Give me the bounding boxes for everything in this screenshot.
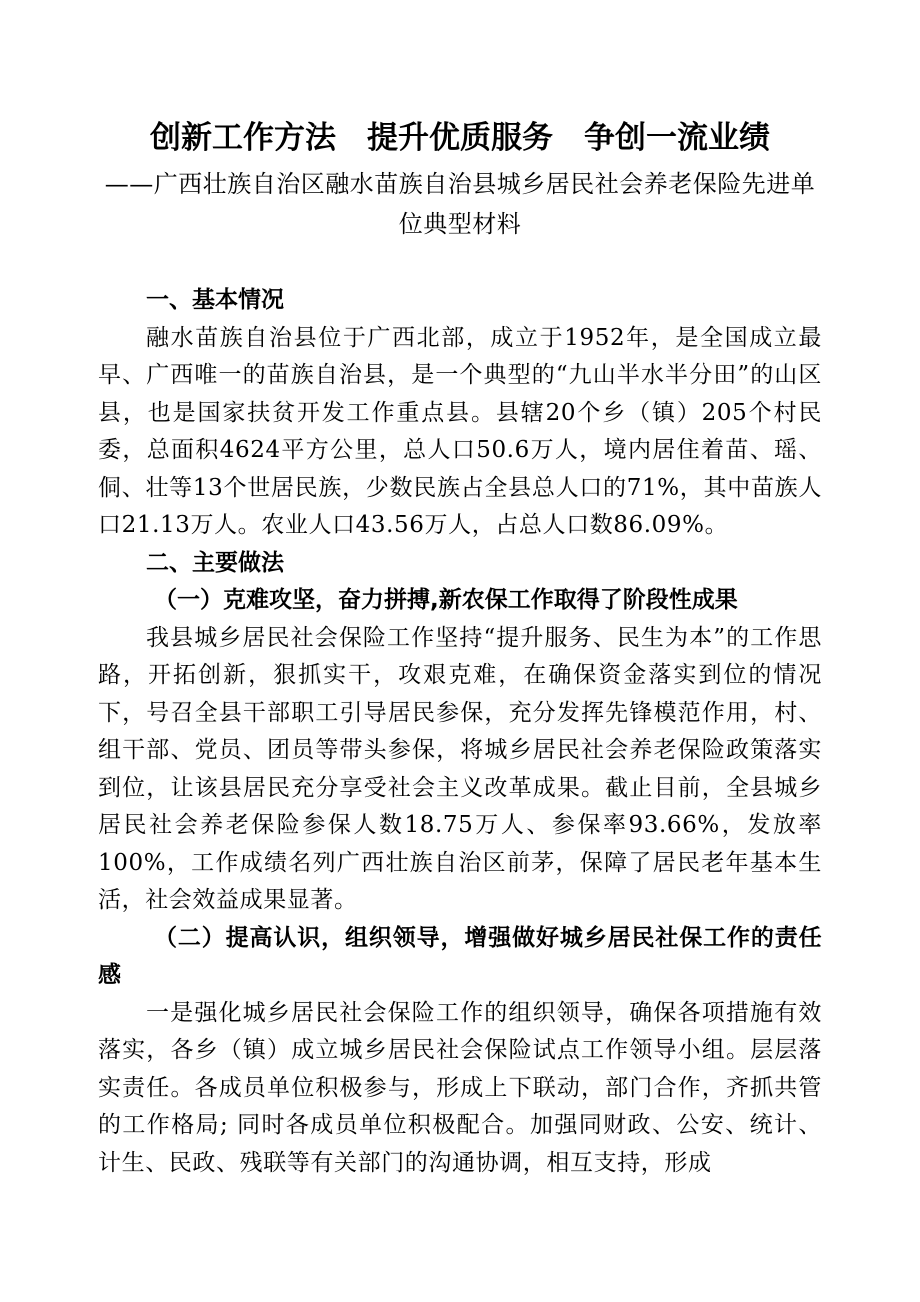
subsection-heading-2: （二）提高认识，组织领导，增强做好城乡居民社保工作的责任感 bbox=[98, 924, 822, 988]
section-heading-basic-info: 一、基本情况 bbox=[146, 287, 284, 313]
spacer bbox=[98, 244, 822, 282]
paragraph-subsection-2: 一是强化城乡居民社会保险工作的组织领导，确保各项措施有效落实，各乡（镇）成立城乡居民社会保险试点工作领导小组。层层落实责任。各成员单位积极参与，形成上下联动，部门合作，齐抓共管的工作格局; 同时各成员单位积极配合。加强同财政、公安、统计、计生、民政、残联等有关部门的沟通协调，相互支持，形成 bbox=[98, 999, 822, 1176]
document-page bbox=[98, 112, 822, 1182]
subsection-heading-1: （一）克难攻坚，奋力拼搏,新农保工作取得了阶段性成果 bbox=[154, 587, 738, 613]
document-subtitle: ——广西壮族自治区融水苗族自治县城乡居民社会养老保险先进单位典型材料 bbox=[104, 170, 816, 238]
section-heading-main-practices: 二、主要做法 bbox=[146, 549, 284, 576]
paragraph-basic-info: 融水苗族自治县位于广西北部，成立于1952年，是全国成立最早、广西唯一的苗族自治县，是一个典型的“九山半水半分田”的山区县，也是国家扶贫开发工作重点县。县辖20个乡（镇）205个村民委，总面积4624平方公里，总人口50.6万人，境内居住着苗、瑶、侗、壮等13个世居民族，少数民族占全县总人口的71%，其中苗族人口21.13万人。农业人口43.56万人，占总人口数86.09%。 bbox=[98, 324, 822, 538]
document-title: 创新工作方法 提升优质服务 争创一流业绩 bbox=[150, 120, 770, 156]
paragraph-subsection-1: 我县城乡居民社会保险工作坚持“提升服务、民生为本”的工作思路，开拓创新，狠抓实干，攻艰克难，在确保资金落实到位的情况下，号召全县干部职工引导居民参保，充分发挥先锋模范作用，村、组干部、党员、团员等带头参保，将城乡居民社会养老保险政策落实到位，让该县居民充分享受社会主义改革成果。截止目前，全县城乡居民社会养老保险参保人数18.75万人、参保率93.66%，发放率100%，工作成绩名列广西壮族自治区前茅，保障了居民老年基本生活，社会效益成果显著。 bbox=[98, 624, 822, 913]
